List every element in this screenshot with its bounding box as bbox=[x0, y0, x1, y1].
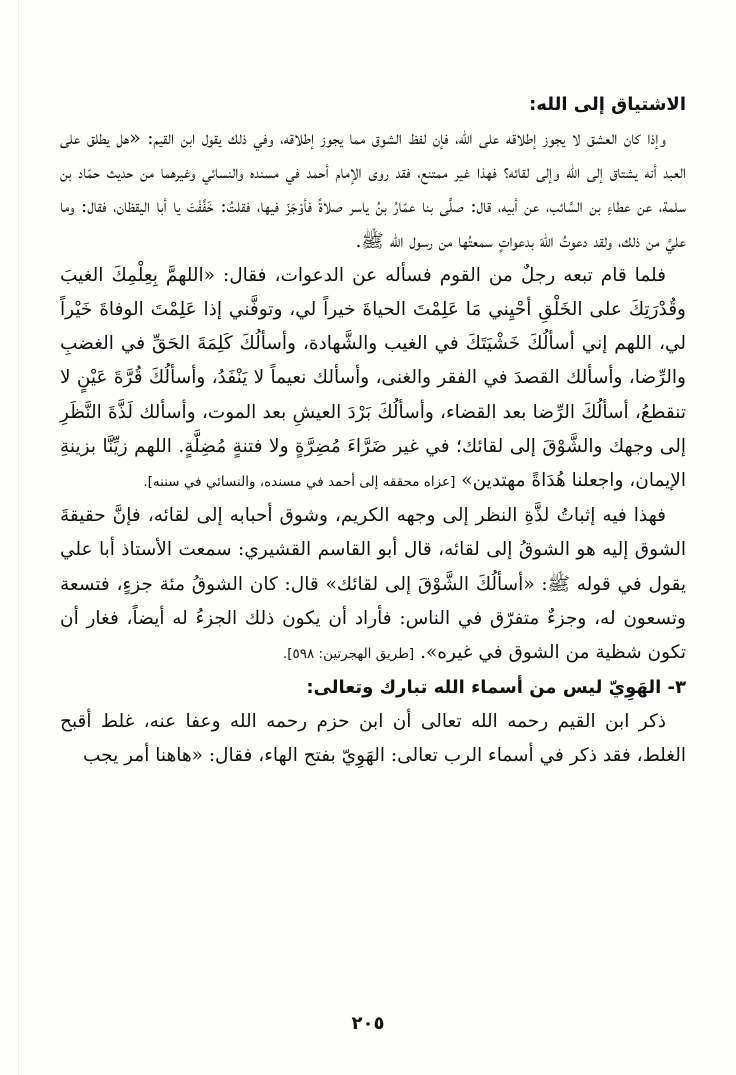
citation-reference: [طريق الهجرتين: ٥٩٨]. bbox=[282, 646, 415, 663]
citation-note: [عزاه محققه إلى أحمد في مسنده، والنسائي في سننه]. bbox=[143, 474, 456, 491]
document-page bbox=[60, 88, 686, 774]
paragraph-supplication bbox=[60, 259, 686, 499]
section-heading-longing: الاشتياق إلى الله: bbox=[529, 94, 686, 115]
paragraph-ibn-hazm: ذكر ابن القيم رحمه الله تعالى أن ابن حزم رحمه الله وعفا عنه، غلط أقبح الغلط، فقد ذكر في أسماء الرب تعالى: الهَوِيّ بفتح الهاء، فقال: «هاهنا أمر يجب bbox=[60, 711, 686, 767]
paragraph-longing-proof bbox=[60, 499, 686, 671]
paragraph-love-and-longing: وإذا كان العشق لا يجوز إطلاقه على الله، فإن لفظ الشوق مما يجوز إطلاقه، وفي ذلك يقول ابن القيم: «هل يطلق على العبد أنه يشتاق إلى الله وإلى لقائه؟ فهذا غير ممتنع، فقد روى الإمام أحمد في مسنده والنسائي وغيرهما من حديث حمّاد بن سلمة، عن عطاءِ بن السَّائب، عن أبيه، قال: صلَّى بنا عمّارُ بنُ ياسر صلاةً فأوْجَزَ فيها، فقلتُ: خَفَّفْتَ يا أبا اليقظان، فقال: وما عليَّ من ذلك، ولقد دعوتُ اللهَ بدعواتٍ سمعتُها من رسول الله ﷺ. bbox=[60, 128, 686, 252]
supplication-text: فلما قام تبعه رجلٌ من القوم فسأله عن الدعوات، فقال: «اللهمَّ بِعِلْمِكَ الغيبَ وقُدْرَتِكَ على الخَلْقِ أحْيِني مَا عَلِمْتَ الحياةَ خيراً لي، وتوفَّني إذا عَلِمْتَ الوفاةَ خَيْراً لي، اللهم إني أسألُكَ خَشْيَتَكَ في الغيب والشَّهادة، وأسألُكَ كَلِمَةَ الحَقِّ في الغضبِ والرِّضا، وأسألك القصدَ في الفقر والغنى، وأسألك نعيماً لا يَنْفَدُ، وأسألُكَ قُرَّةَ عَيْنٍ لا تنقطعُ، أسألُكَ الرِّضا بعد القضاء، وأسألُكَ بَرْدَ العيشِ بعد الموت، وأسألك لَذَّةَ النَّظَرِ إلى وجهك والشَّوْقَ إلى لقائك؛ في غير ضَرَّاءَ مُضِرَّةٍ ولا فتنةٍ مُضِلَّةٍ. اللهم زيِّنَّا بزينةِ الإيمان، واجعلنا هُدَاةً مهتدين» bbox=[60, 264, 686, 492]
page-number: ٢٠٥ bbox=[351, 1013, 385, 1034]
page-edge-line bbox=[18, 0, 19, 1075]
section-heading-hawi: ٣- الهَوِيّ ليس من أسماء الله تبارك وتعالى: bbox=[306, 677, 686, 699]
longing-proof-text: فهذا فيه إثباتُ لذَّةِ النظر إلى وجهه الكريم، وشوق أحبابه إلى لقائه، فإنَّ حقيقةَ الشوق إليه هو الشوقُ إلى لقائه، قال أبو القاسم القشيري: سمعت الأستاذ أبا علي يقول في قوله ﷺ: «أسألُكَ الشَّوْقَ إلى لقائك» قال: كان الشوقُ مئة جزءٍ، فتسعة وتسعون له، وجزءٌ متفرّق في الناس: فأراد أن يكون ذلك الجزءُ له أيضاً، فغار أن تكون شظية من الشوق في غيره». bbox=[60, 505, 686, 664]
